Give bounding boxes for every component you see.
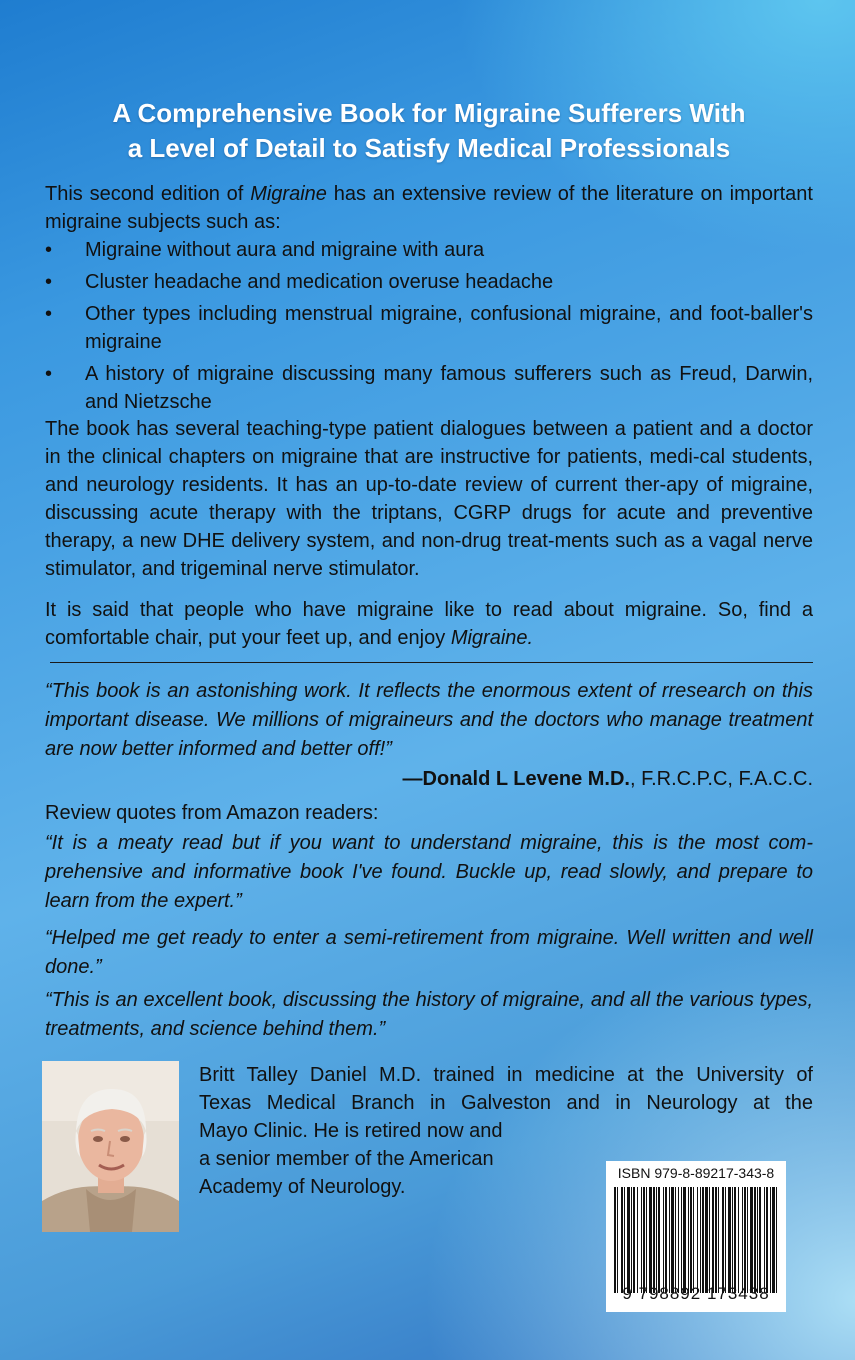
closing-book-title: Migraine. — [450, 627, 534, 649]
barcode-bar — [715, 1187, 717, 1293]
reviews-heading: Review quotes from Amazon readers: — [45, 802, 379, 824]
quote-credentials: , F.R.C.P.C, F.A.C.C. — [630, 768, 813, 790]
barcode-bar — [776, 1187, 777, 1293]
list-item — [45, 300, 813, 356]
barcode-bar — [646, 1187, 647, 1293]
intro-text-before: This second edition of — [45, 183, 251, 205]
barcode-bar — [649, 1187, 652, 1293]
barcode-bar — [669, 1187, 670, 1293]
barcode-bar — [764, 1187, 765, 1293]
barcode-bar — [738, 1187, 739, 1293]
barcode-bar — [757, 1187, 758, 1293]
barcode-bar — [681, 1187, 682, 1293]
author-bio-line: Mayo Clinic. He is retired now and — [199, 1120, 503, 1142]
topic-list — [45, 236, 813, 420]
barcode-bar — [750, 1187, 753, 1293]
barcode-bar — [653, 1187, 655, 1293]
list-item — [45, 360, 813, 416]
barcode-bar — [705, 1187, 708, 1293]
description-paragraph: The book has several teaching-type patient dialogues between a patient and a doctor in the clinical chapters on migraine that are instructive for patients, medi-cal students, and neurology residents. It has an up-to-date review of current ther-apy of migraine, discussing acute therapy with the triptans, CGRP drugs for acute and preventive therapy, a new DHE delivery system, and non-drug treat-ments such as a vagal nerve stimulator, and trigeminal nerve stimulator. — [45, 418, 813, 580]
featured-quote: “This book is an astonishing work. It reflects the enormous extent of rresearch on this important disease. We millions of migraineurs and the doctors who manage treatment are now better informed and better off!” — [45, 680, 813, 760]
list-item-text: Other types including menstrual migraine, confusional migraine, and foot-baller's migraine — [85, 303, 813, 353]
headline-line-2: a Level of Detail to Satisfy Medical Professionals — [127, 133, 731, 163]
barcode-bar — [759, 1187, 761, 1293]
list-item-text: A history of migraine discussing many famous sufferers such as Freud, Darwin, and Nietzsche — [85, 363, 813, 413]
author-bio-line: Britt Talley Daniel M.D. trained in medicine at the University of — [199, 1064, 813, 1086]
barcode-bar — [693, 1187, 694, 1293]
barcode-bar — [690, 1187, 692, 1293]
barcode-bar — [678, 1187, 679, 1293]
barcode-bar — [617, 1187, 618, 1293]
barcode-bar — [697, 1187, 698, 1293]
barcode-bar — [725, 1187, 726, 1293]
bullet-icon: • — [45, 271, 53, 293]
bullet-icon: • — [45, 303, 53, 325]
barcode-bar — [732, 1187, 733, 1293]
barcode-bar — [702, 1187, 704, 1293]
barcode-bar — [728, 1187, 731, 1293]
author-photo — [42, 1061, 179, 1232]
barcode-bar — [631, 1187, 632, 1293]
review-quote: “It is a meaty read but if you want to understand migraine, this is the most com-prehensive and informative book I've found. Buckle up, read slowly, and prepare to learn from the expert.” — [45, 832, 813, 912]
barcode-bar — [614, 1187, 616, 1293]
closing-text: It is said that people who have migraine like to read about migraine. So, find a comfortable chair, put your feet up, and enjoy — [45, 599, 813, 649]
list-item-text: Cluster headache and medication overuse headache — [85, 271, 554, 293]
barcode-bar — [718, 1187, 719, 1293]
barcode-bar — [663, 1187, 664, 1293]
barcode-bar — [624, 1187, 625, 1293]
barcode-bar — [637, 1187, 638, 1293]
barcode-bar — [621, 1187, 623, 1293]
author-bio-line: a senior member of the American — [199, 1148, 494, 1170]
barcode-digits: 9 798892 173438 — [622, 1284, 770, 1303]
author-bio-line: Texas Medical Branch in Galveston and in Neurology at the — [199, 1092, 813, 1114]
barcode-bar — [641, 1187, 642, 1293]
intro-book-title: Migraine — [250, 183, 327, 205]
barcode-bar — [766, 1187, 768, 1293]
list-item-text: Migraine without aura and migraine with aura — [85, 239, 485, 261]
barcode-bar — [734, 1187, 736, 1293]
barcode-bar — [712, 1187, 714, 1293]
list-item — [45, 268, 813, 296]
barcode-bar — [772, 1187, 775, 1293]
barcode-bar — [742, 1187, 743, 1293]
barcode-bar — [700, 1187, 701, 1293]
bullet-icon: • — [45, 239, 53, 261]
author-bio-line: Academy of Neurology. — [199, 1176, 406, 1198]
isbn-label: ISBN 979-8-89217-343-8 — [617, 1165, 775, 1181]
barcode-bar — [754, 1187, 756, 1293]
divider — [50, 662, 813, 663]
list-item — [45, 236, 813, 264]
barcode-bar — [688, 1187, 689, 1293]
barcode-bar — [665, 1187, 667, 1293]
isbn-barcode — [606, 1161, 786, 1312]
barcode-bar — [656, 1187, 657, 1293]
bullet-icon: • — [45, 363, 53, 385]
author-portrait-icon — [42, 1061, 179, 1232]
barcode-bar — [643, 1187, 645, 1293]
intro-paragraph — [45, 180, 813, 236]
quote-attribution — [403, 765, 813, 793]
review-quote: “Helped me get ready to enter a semi-retirement from migraine. Well written and well done.” — [45, 927, 813, 978]
barcode-bar — [627, 1187, 630, 1293]
barcode-icon — [614, 1187, 778, 1293]
intro-text-after: has an extensive review of the literature on important migraine subjects such as: — [45, 183, 813, 233]
barcode-bar — [722, 1187, 724, 1293]
closing-paragraph — [45, 596, 813, 652]
barcode-bar — [770, 1187, 771, 1293]
barcode-bar — [671, 1187, 674, 1293]
headline-line-1: A Comprehensive Book for Migraine Sufferers With — [112, 98, 746, 128]
barcode-bar — [658, 1187, 660, 1293]
barcode-bar — [675, 1187, 676, 1293]
barcode-bar — [709, 1187, 710, 1293]
barcode-bar — [744, 1187, 746, 1293]
barcode-bar — [683, 1187, 686, 1293]
barcode-bar — [747, 1187, 748, 1293]
barcode-bar — [633, 1187, 635, 1293]
quote-author: —Donald L Levene M.D. — [402, 768, 630, 790]
review-quote: “This is an excellent book, discussing the history of migraine, and all the various types, treatments, and science behind them.” — [45, 989, 813, 1040]
headline — [45, 96, 813, 166]
